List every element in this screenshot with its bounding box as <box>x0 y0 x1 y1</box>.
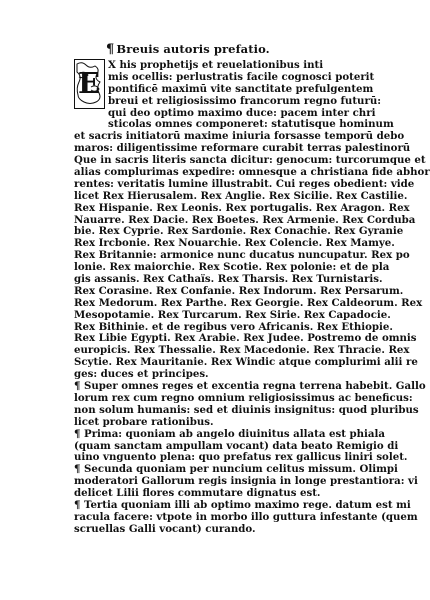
text-line: mis ocellis: perlustratis facile cognosci poterit <box>108 70 375 83</box>
text-line: breui et religiosissimo francorum regno futurū: <box>108 94 381 107</box>
text-line: ¶ Prima: quoniam ab angelo diuinitus allata est phiala <box>74 427 385 440</box>
preface-heading <box>106 42 380 57</box>
initial-letter: E <box>77 66 101 100</box>
text-line: X his prophetijs et reuelationibus inti <box>108 59 324 71</box>
text-line: Rex Ircbonie. Rex Nouarchie. Rex Colencie. Rex Mamye. <box>74 237 395 250</box>
text-line: bie. Rex Cyprie. Rex Sardonie. Rex Conachie. Rex Gyranie <box>74 225 404 238</box>
preface-title: Breuis autoris prefatio. <box>116 42 270 56</box>
text-line: delicet Lilii flores commutare dignatus est. <box>74 487 321 500</box>
text-line: pontificē maximū vite sanctitate prefulgentem <box>108 82 374 95</box>
text-line: non solum humanis: sed et diuinis insignitus: quod pluribus <box>74 403 419 416</box>
text-line: ¶ Tertia quoniam illi ab optimo maximo rege. datum est mi <box>74 498 411 511</box>
text-line: gis assanis. Rex Cathaïs. Rex Tharsis. Rex Turnistaris. <box>74 273 383 286</box>
pilcrow-mark: ¶ <box>106 42 115 57</box>
text-line: europicis. Rex Thessalie. Rex Macedonie. Rex Thracie. Rex <box>74 344 410 357</box>
text-line: licet Rex Hierusalem. Rex Anglie. Rex Sicilie. Rex Castilie. <box>74 189 408 202</box>
text-line: licet probare rationibus. <box>74 415 214 428</box>
text-line: alias complurimas expedire: omnesque a christiana fide abhor <box>74 166 430 179</box>
text-line: Rex Corasine. Rex Confanie. Rex Indorum. Rex Persarum. <box>74 284 404 297</box>
text-line: scruellas Galli vocant) curando. <box>74 522 256 535</box>
text-line: Rex Medorum. Rex Parthe. Rex Georgie. Rex Caldeorum. Rex <box>74 296 423 309</box>
text-line: Rex Hispanie. Rex Leonis. Rex portugalis. Rex Aragon. Rex <box>74 201 410 214</box>
text-line: ges: duces et principes. <box>74 368 209 381</box>
text-line: uino vnguento plena: quo prefatus rex gallicus liniri solet. <box>74 451 408 464</box>
body-text <box>74 59 430 536</box>
text-line: qui deo optimo maximo duce: pacem inter chri <box>108 106 376 119</box>
text-line: lorum rex cum regno omnium religiosissimus ac beneficus: <box>74 391 413 404</box>
text-line: (quam sanctam ampullam vocant) data beato Remigio di <box>74 439 399 452</box>
text-line: Nauarre. Rex Dacie. Rex Boetes. Rex Armenie. Rex Corduba <box>74 213 416 226</box>
text-line: Que in sacris literis sancta dicitur: genocum: turcorumque et <box>74 154 426 167</box>
text-line: rentes: veritatis lumine illustrabit. Cui reges obedient: vide <box>74 177 415 190</box>
text-line: Mesopotamie. Rex Turcarum. Rex Sirie. Rex Capadocie. <box>74 308 391 321</box>
text-line: moderatori Gallorum regis insignia in longe prestantiora: vi <box>74 475 418 488</box>
text-line: racula facere: vtpote in morbo illo guttura infestante (quem <box>74 510 418 523</box>
text-line: et sacris initiatorū maxime iniuria forsasse temporū debo <box>74 130 405 143</box>
text-line: ¶ Super omnes reges et excentia regna terrena habebit. Gallo <box>74 380 426 393</box>
text-line: maros: diligentissime reformare curabit terras palestinorū <box>74 142 411 155</box>
decorated-initial-e <box>74 59 105 109</box>
text-line: ¶ Secunda quoniam per nuncium celitus missum. Olimpi <box>74 463 398 476</box>
initial-ornament-icon <box>75 60 103 107</box>
text-line: lonie. Rex maiorchie. Rex Scotie. Rex polonie: et de pla <box>74 261 390 274</box>
text-line: Rex Libie Egypti. Rex Arabie. Rex Judee. Postremo de omnis <box>74 332 417 345</box>
text-line: sticolas omnes componeret: statutisque hominum <box>108 118 394 131</box>
text-line: Rex Bithinie. et de regibus vero Africanis. Rex Ethiopie. <box>74 320 393 333</box>
text-block <box>74 42 430 536</box>
text-line: Rex Britannie: armonice nunc ducatus nuncupatur. Rex po <box>74 249 410 262</box>
text-line: Scytie. Rex Mauritanie. Rex Windic atque complurimi alii re <box>74 356 418 369</box>
